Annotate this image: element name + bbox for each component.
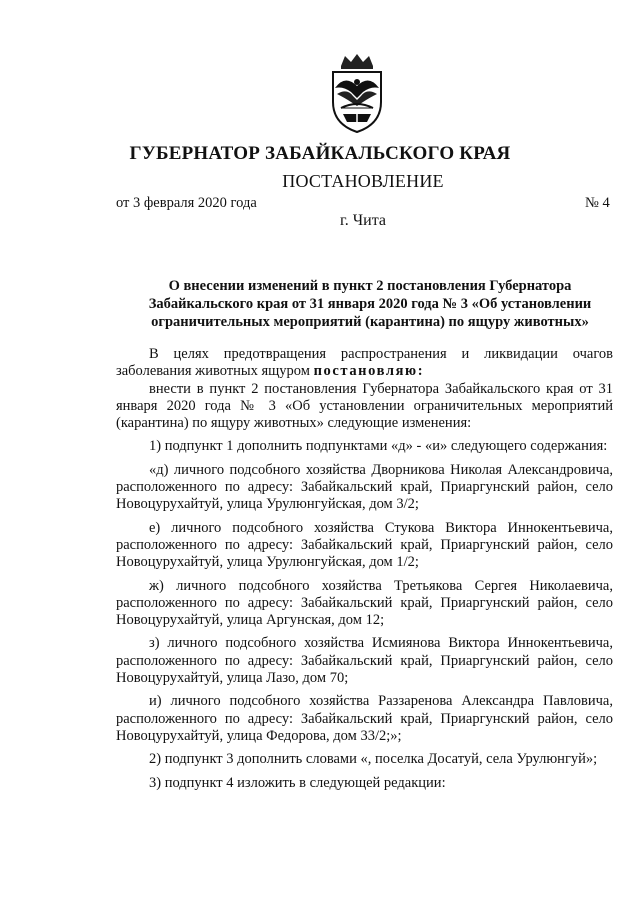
paragraph-9: 3) подпункт 4 изложить в следующей редакции: [149, 774, 446, 791]
paragraph-1: внести в пункт 2 постановления Губернатора Забайкальского края от 31 января 2020 года № 3 «Об установлении ограничительных мероприятий (карантина) по ящуру животных» следующие изменения: [116, 380, 613, 432]
paragraph-2: 1) подпункт 1 дополнить подпунктами «д» - «и» следующего содержания: [149, 438, 608, 455]
document-number: № 4 [585, 195, 610, 211]
paragraph-6: з) личного подсобного хозяйства Исмиянова Виктора Иннокентьевича, расположенного по адресу: Забайкальский край, Приаргунский район, село Новоцурухайтуй, улица Лазо, дом 70; [116, 635, 613, 687]
authority-title: ГУБЕРНАТОР ЗАБАЙКАЛЬСКОГО КРАЯ [129, 143, 511, 164]
document-subject: О внесении изменений в пункт 2 постановления Губернатора Забайкальского края от 31 января 2020 года № 3 «Об установлении ограничительных мероприятий (карантина) по ящуру животных» [148, 278, 592, 330]
document-type: ПОСТАНОВЛЕНИЕ [282, 171, 444, 191]
intro-paragraph [116, 346, 613, 381]
paragraph-7: и) личного подсобного хозяйства Раззаренова Александра Павловича, расположенного по адресу: Забайкальский край, Приаргунский район, село Новоцурухайтуй, улица Федорова, дом 33/2;»; [116, 693, 613, 744]
document-city: г. Чита [339, 212, 386, 229]
coat-of-arms-icon [323, 52, 391, 136]
paragraph-5: ж) личного подсобного хозяйства Третьякова Сергея Николаевича, расположенного по адресу: Забайкальский край, Приаргунский район, село Новоцурухайтуй, улица Аргунская, дом 12; [116, 577, 613, 629]
intro-text: В целях предотвращения распространения и ликвидации очагов заболевания животных ящуром [116, 346, 613, 380]
paragraph-8: 2) подпункт 3 дополнить словами «, поселка Досатуй, села Урулюнгуй»; [149, 751, 598, 768]
paragraph-4: е) личного подсобного хозяйства Стукова Виктора Иннокентьевича, расположенного по адресу: Забайкальский край, Приаргунский район, село Новоцурухайтуй, улица Урулюнгуйская, дом 1/2; [116, 519, 613, 571]
document-date: от 3 февраля 2020 года [116, 195, 257, 211]
decree-word: постановляю: [313, 363, 425, 380]
document-body [116, 346, 613, 798]
paragraph-3: «д) личного подсобного хозяйства Дворникова Николая Александровича, расположенного по адресу: Забайкальский край, Приаргунский район, село Новоцурухайтуй, улица Урулюнгуйская, дом 3/2; [116, 461, 613, 513]
